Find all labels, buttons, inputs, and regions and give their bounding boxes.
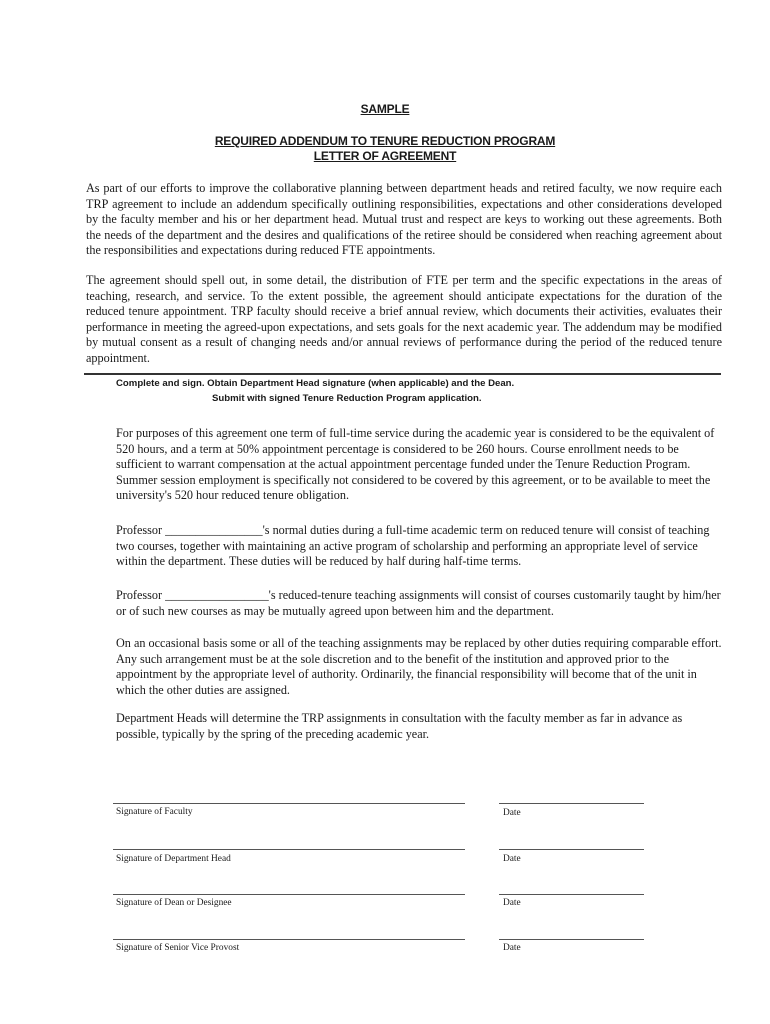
faculty-date-label: Date [503, 808, 521, 818]
section-divider [84, 373, 721, 375]
intro-paragraph-1: As part of our efforts to improve the collaborative planning between department heads and retired faculty, we now require each TRP agreement to include an addendum specifically outlining responsibilities, expectations and other considerations developed by the faculty member and his or her department head. Mutual trust and respect are keys to working out these agreements. Both the needs of the department and the desires and qualifications of the retiree should be considered when reaching agreement about the responsibilities and expectations during reduced FTE appointments. [86, 181, 722, 258]
body-paragraph-5: Department Heads will determine the TRP assignments in consultation with the faculty member as far in advance as possible, typically by the spring of the preceding academic year. [116, 711, 683, 741]
vice-provost-signature-line[interactable] [113, 939, 465, 940]
dean-date-label: Date [503, 898, 521, 908]
dean-signature-line[interactable] [113, 894, 465, 895]
body-paragraph-4: On an occasional basis some or all of the teaching assignments may be replaced by other duties requiring comparable effort. Any such arrangement must be at the sole discretion and to the benefit of the institution and approved prior to the appointment by the appropriate level of authority. Ordinarily, the financial responsibility will become that of the unit in which the other duties are assigned. [116, 636, 722, 697]
body-paragraph-3: Professor _________________'s reduced-tenure teaching assignments will consist of courses customarily taught by him/her or of such new courses as may be mutually agreed upon between him and the department. [116, 588, 721, 618]
body-paragraph-1: For purposes of this agreement one term of full-time service during the academic year is considered to be the equivalent of 520 hours, and a term at 50% appointment percentage is considered to be 260 hours. Course enrollment needs to be sufficient to warrant compensation at the actual appointment percentage funded under the Tenure Reduction Program. Summer session employment is specifically not considered to be covered by this agreement, or to be available to meet the university's 520 hour reduced tenure obligation. [116, 426, 715, 503]
department-head-signature-label: Signature of Department Head [116, 854, 231, 864]
body-paragraph-2: Professor ________________'s normal duties during a full-time academic term on reduced tenure will consist of teaching two courses, together with maintaining an active program of scholarship and performing an appropriate level of service within the department. These duties will be reduced by half during half-time terms. [116, 523, 710, 569]
form-title: REQUIRED ADDENDUM TO TENURE REDUCTION PROGRAM [214, 134, 556, 148]
sample-heading: SAMPLE [360, 102, 410, 116]
vice-provost-date-label: Date [503, 943, 521, 953]
dean-date-line[interactable] [499, 894, 644, 895]
department-head-date-line[interactable] [499, 849, 644, 850]
faculty-date-line[interactable] [499, 803, 644, 804]
department-head-signature-line[interactable] [113, 849, 465, 850]
faculty-signature-line[interactable] [113, 803, 465, 804]
intro-paragraph-2: The agreement should spell out, in some detail, the distribution of FTE per term and the specific expectations in the areas of teaching, research, and service. To the extent possible, the agreement should anticipate expectations for the duration of the reduced tenure appointment. TRP faculty should receive a brief annual review, which documents their activities, evaluates their performance in meeting the agreed-upon expectations, and sets goals for the next academic year. The addendum may be modified by mutual consent as a result of changing needs and/or annual reviews of performance during the period of the reduced tenure appointment. [86, 273, 722, 365]
vice-provost-signature-label: Signature of Senior Vice Provost [116, 943, 240, 953]
department-head-date-label: Date [503, 854, 521, 864]
form-subtitle: LETTER OF AGREEMENT [313, 149, 457, 163]
vice-provost-date-line[interactable] [499, 939, 644, 940]
instructions-line-1: Complete and sign. Obtain Department Head signature (when applicable) and the Dean. [116, 378, 515, 389]
dean-signature-label: Signature of Dean or Designee [116, 898, 232, 908]
faculty-signature-label: Signature of Faculty [116, 807, 193, 817]
instructions-line-2: Submit with signed Tenure Reduction Program application. [212, 393, 482, 404]
